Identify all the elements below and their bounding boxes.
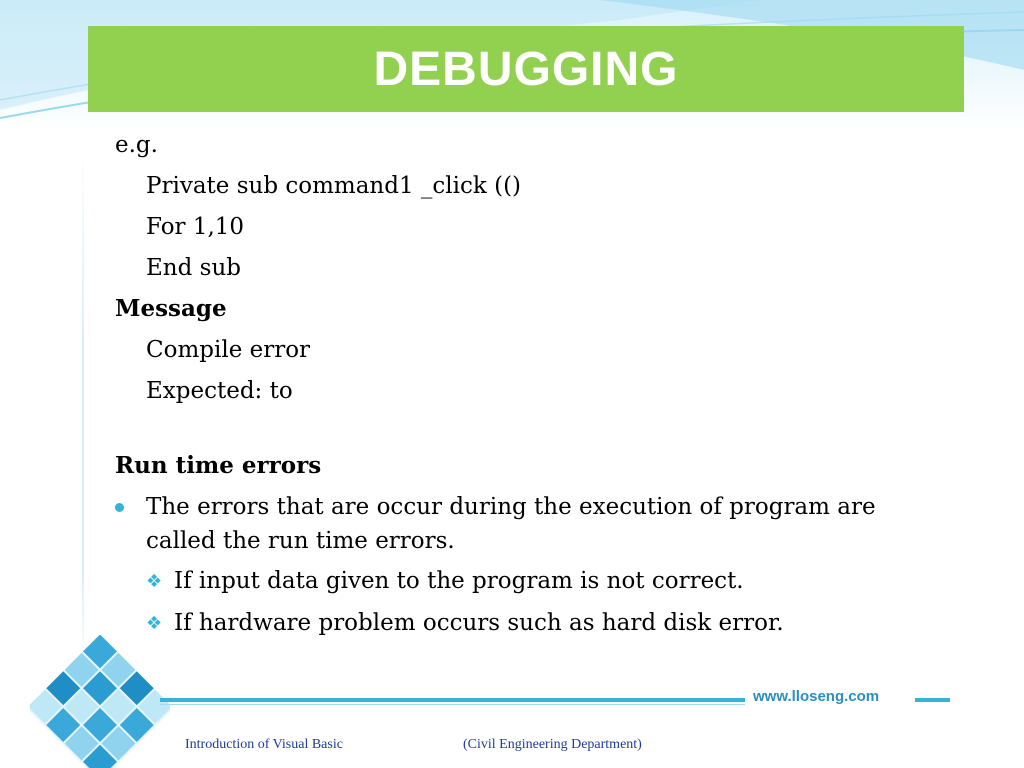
eg-label: e.g. <box>115 132 158 158</box>
left-divider <box>82 150 84 670</box>
message-line-1: Compile error <box>146 337 311 363</box>
slide-title: DEBUGGING <box>373 42 679 96</box>
message-line-2: Expected: to <box>146 378 293 404</box>
sub-bullet-2 <box>115 606 935 641</box>
footer-course-title: Introduction of Visual Basic <box>185 737 343 752</box>
message-heading: Message <box>115 295 227 322</box>
site-url: www.lloseng.com <box>753 688 880 705</box>
title-bar <box>88 26 964 112</box>
code-line-3: End sub <box>146 255 241 281</box>
bullet-dot-icon <box>115 503 124 512</box>
diamond-bullet-icon: ❖ <box>146 613 163 634</box>
footer-department: (Civil Engineering Department) <box>463 737 642 752</box>
code-line-2: For 1,10 <box>146 214 245 240</box>
spacer <box>115 415 935 449</box>
mosaic-decoration <box>30 630 170 768</box>
bullet-item <box>115 490 935 558</box>
code-line-1: Private sub command1 _click (() <box>146 173 522 199</box>
bullet-text: The errors that are occur during the execution of program are called the run time errors. <box>146 494 876 554</box>
runtime-heading: Run time errors <box>115 452 322 479</box>
sub-bullet-text-2: If hardware problem occurs such as hard disk error. <box>174 610 784 636</box>
sub-bullet-1 <box>115 564 935 599</box>
sub-bullet-text-1: If input data given to the program is not correct. <box>174 568 744 594</box>
slide-content <box>115 128 935 648</box>
diamond-bullet-icon: ❖ <box>146 571 163 592</box>
